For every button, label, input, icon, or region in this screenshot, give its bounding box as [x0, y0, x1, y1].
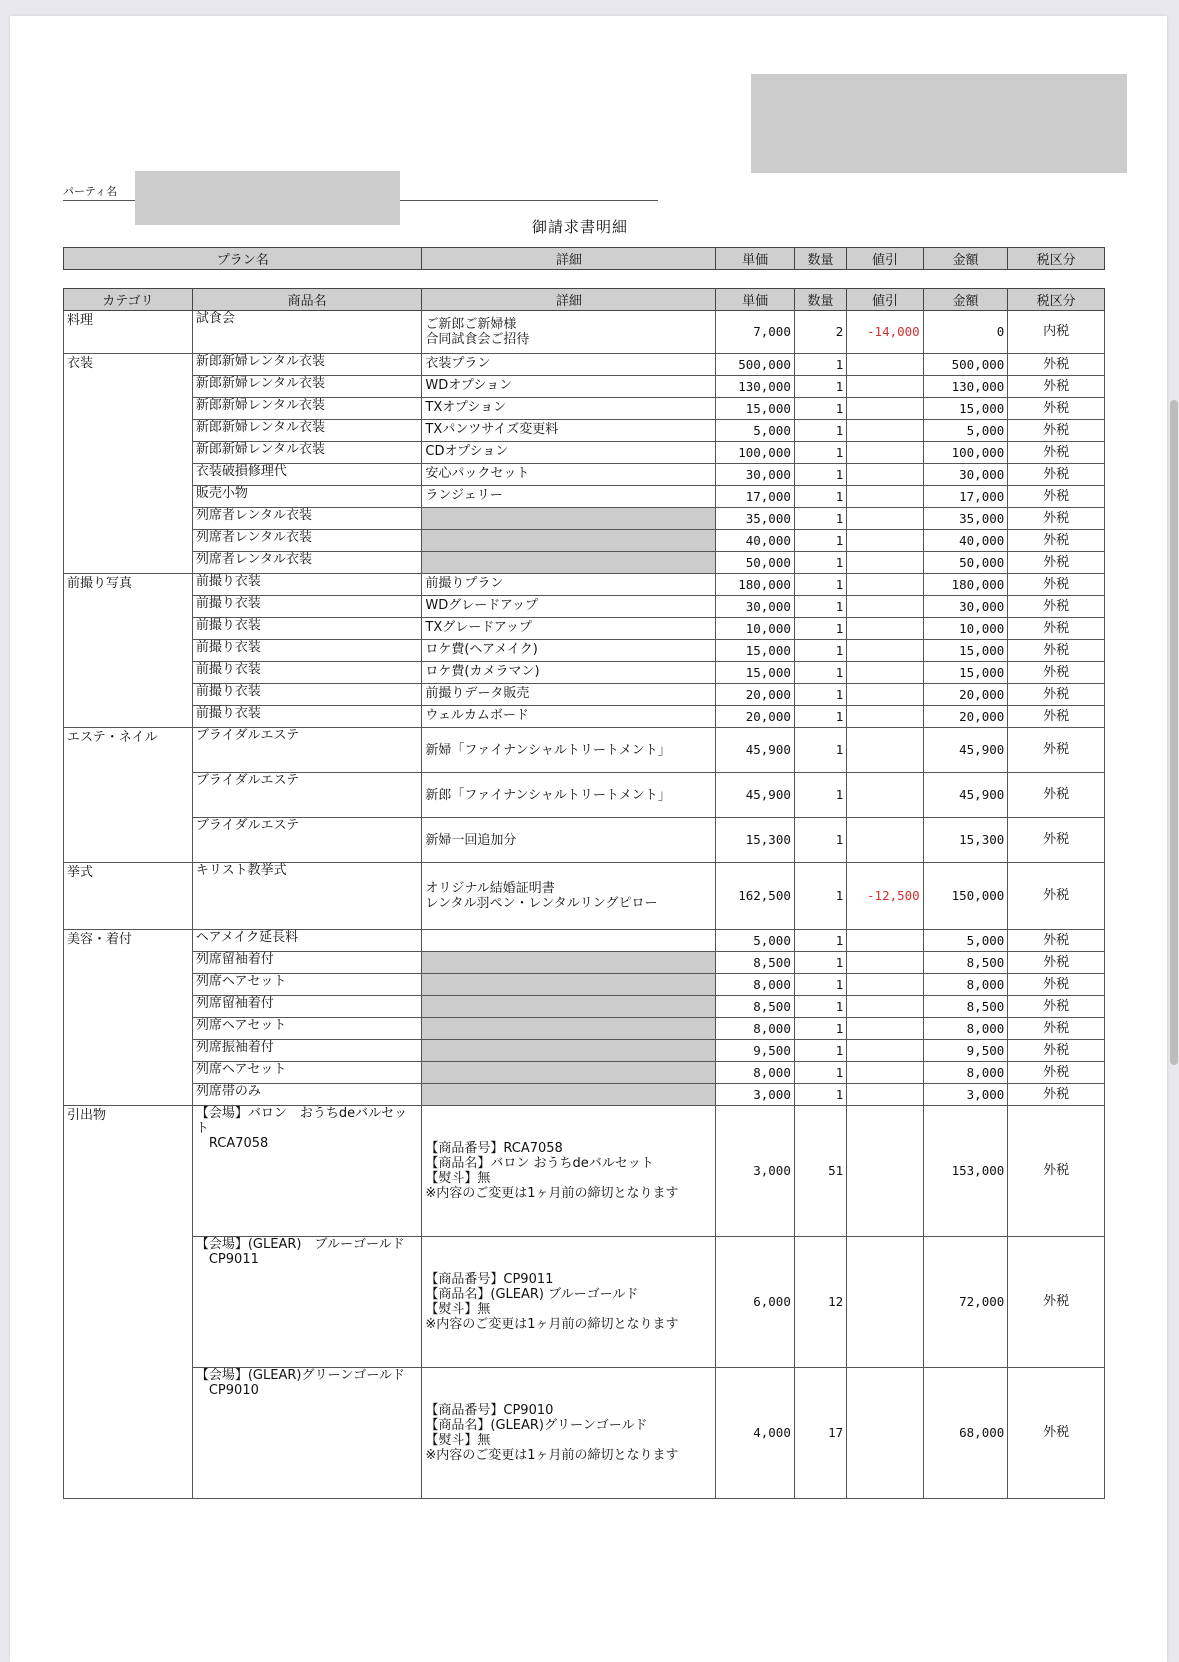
unit-price-cell: 500,000 [716, 354, 795, 376]
amount-cell: 20,000 [923, 684, 1008, 706]
discount-cell [847, 706, 924, 728]
unit-price-cell: 10,000 [716, 618, 795, 640]
product-name-cell: 列席留袖着付 [192, 996, 422, 1018]
tax-category-cell: 外税 [1008, 662, 1105, 684]
detail-cell: TXオプション [422, 398, 716, 420]
detail-cell: CDオプション [422, 442, 716, 464]
qty-cell: 1 [794, 1084, 846, 1106]
detail-cell [422, 930, 716, 952]
tax-category-cell: 外税 [1008, 818, 1105, 863]
detail-cell: ロケ費(カメラマン) [422, 662, 716, 684]
plan-header-unit-price: 単価 [716, 248, 795, 270]
product-name-cell: 【会場】(GLEAR) ブルーゴールド CP9011 [192, 1237, 422, 1368]
unit-price-cell: 5,000 [716, 930, 795, 952]
product-name-cell: 列席ヘアセット [192, 1018, 422, 1040]
discount-cell [847, 508, 924, 530]
amount-cell: 30,000 [923, 464, 1008, 486]
detail-cell: TXパンツサイズ変更料 [422, 420, 716, 442]
discount-cell [847, 773, 924, 818]
unit-price-cell: 15,300 [716, 818, 795, 863]
amount-cell: 40,000 [923, 530, 1008, 552]
category-cell: 衣装 [64, 354, 193, 574]
amount-cell: 8,000 [923, 1018, 1008, 1040]
qty-cell: 1 [794, 952, 846, 974]
product-name-cell: ブライダルエステ [192, 773, 422, 818]
product-name-cell: 列席振袖着付 [192, 1040, 422, 1062]
discount-cell [847, 662, 924, 684]
detail-cell: ロケ費(ヘアメイク) [422, 640, 716, 662]
amount-cell: 72,000 [923, 1237, 1008, 1368]
discount-cell [847, 552, 924, 574]
tax-category-cell: 外税 [1008, 398, 1105, 420]
product-name-cell: 前撮り衣装 [192, 640, 422, 662]
table-row [64, 1368, 1105, 1499]
discount-cell [847, 596, 924, 618]
amount-cell: 15,000 [923, 398, 1008, 420]
plan-header-qty: 数量 [794, 248, 846, 270]
discount-cell [847, 974, 924, 996]
discount-cell [847, 376, 924, 398]
qty-cell: 1 [794, 376, 846, 398]
qty-cell: 1 [794, 596, 846, 618]
detail-cell: 新婦「ファイナンシャルトリートメント」 [422, 728, 716, 773]
tax-category-cell: 外税 [1008, 640, 1105, 662]
tax-category-cell: 外税 [1008, 1018, 1105, 1040]
table-row [64, 596, 1105, 618]
amount-cell: 3,000 [923, 1084, 1008, 1106]
tax-category-cell: 外税 [1008, 530, 1105, 552]
amount-cell: 50,000 [923, 552, 1008, 574]
qty-cell: 1 [794, 464, 846, 486]
amount-cell: 130,000 [923, 376, 1008, 398]
category-cell: エステ・ネイル [64, 728, 193, 863]
product-name-cell: 新郎新婦レンタル衣装 [192, 376, 422, 398]
redacted-detail-cell [422, 1040, 716, 1062]
discount-cell [847, 818, 924, 863]
redacted-detail-cell [422, 552, 716, 574]
amount-cell: 35,000 [923, 508, 1008, 530]
unit-price-cell: 8,000 [716, 1018, 795, 1040]
unit-price-cell: 130,000 [716, 376, 795, 398]
amount-cell: 15,000 [923, 640, 1008, 662]
unit-price-cell: 162,500 [716, 863, 795, 930]
amount-cell: 5,000 [923, 930, 1008, 952]
table-row [64, 420, 1105, 442]
product-name-cell: 前撮り衣装 [192, 662, 422, 684]
product-name-cell: 販売小物 [192, 486, 422, 508]
product-name-cell: 【会場】(GLEAR)グリーンゴールド CP9010 [192, 1368, 422, 1499]
amount-cell: 45,900 [923, 728, 1008, 773]
discount-cell [847, 420, 924, 442]
qty-cell: 1 [794, 662, 846, 684]
product-name-cell: ブライダルエステ [192, 728, 422, 773]
discount-cell: -12,500 [847, 863, 924, 930]
qty-cell: 1 [794, 574, 846, 596]
discount-cell [847, 354, 924, 376]
invoice-detail-table [63, 288, 1105, 1499]
discount-cell [847, 464, 924, 486]
amount-cell: 68,000 [923, 1368, 1008, 1499]
qty-cell: 1 [794, 930, 846, 952]
table-row [64, 1084, 1105, 1106]
discount-cell: -14,000 [847, 311, 924, 354]
unit-price-cell: 6,000 [716, 1237, 795, 1368]
amount-cell: 17,000 [923, 486, 1008, 508]
plan-header-table [63, 247, 1105, 270]
product-name-cell: キリスト教挙式 [192, 863, 422, 930]
table-row [64, 818, 1105, 863]
discount-cell [847, 952, 924, 974]
unit-price-cell: 35,000 [716, 508, 795, 530]
tax-category-cell: 外税 [1008, 1040, 1105, 1062]
discount-cell [847, 618, 924, 640]
discount-cell [847, 684, 924, 706]
product-name-cell: 新郎新婦レンタル衣装 [192, 420, 422, 442]
unit-price-cell: 100,000 [716, 442, 795, 464]
detail-cell: オリジナル結婚証明書 レンタル羽ペン・レンタルリングピロー [422, 863, 716, 930]
product-name-cell: 新郎新婦レンタル衣装 [192, 398, 422, 420]
detail-cell: 安心パックセット [422, 464, 716, 486]
detail-cell: 衣装プラン [422, 354, 716, 376]
tax-category-cell: 外税 [1008, 863, 1105, 930]
tax-category-cell: 外税 [1008, 464, 1105, 486]
unit-price-cell: 15,000 [716, 662, 795, 684]
product-name-cell: 前撮り衣装 [192, 684, 422, 706]
unit-price-cell: 40,000 [716, 530, 795, 552]
product-name-cell: 新郎新婦レンタル衣装 [192, 442, 422, 464]
unit-price-cell: 30,000 [716, 596, 795, 618]
table-row [64, 530, 1105, 552]
tax-category-cell: 外税 [1008, 486, 1105, 508]
product-name-cell: 試食会 [192, 311, 422, 354]
discount-cell [847, 1237, 924, 1368]
product-name-cell: ブライダルエステ [192, 818, 422, 863]
discount-cell [847, 442, 924, 464]
table-row [64, 552, 1105, 574]
product-name-cell: 列席ヘアセット [192, 974, 422, 996]
table-row [64, 1018, 1105, 1040]
header-tax: 税区分 [1008, 289, 1105, 311]
amount-cell: 20,000 [923, 706, 1008, 728]
redacted-detail-cell [422, 1018, 716, 1040]
amount-cell: 500,000 [923, 354, 1008, 376]
amount-cell: 8,000 [923, 974, 1008, 996]
redacted-detail-cell [422, 974, 716, 996]
detail-cell: WDグレードアップ [422, 596, 716, 618]
unit-price-cell: 8,000 [716, 974, 795, 996]
detail-cell: ランジェリー [422, 486, 716, 508]
detail-cell: 前撮りプラン [422, 574, 716, 596]
discount-cell [847, 1040, 924, 1062]
table-row [64, 1040, 1105, 1062]
unit-price-cell: 20,000 [716, 706, 795, 728]
tax-category-cell: 外税 [1008, 684, 1105, 706]
header-qty: 数量 [794, 289, 846, 311]
tax-category-cell: 外税 [1008, 1062, 1105, 1084]
qty-cell: 1 [794, 684, 846, 706]
redacted-detail-cell [422, 952, 716, 974]
qty-cell: 17 [794, 1368, 846, 1499]
unit-price-cell: 4,000 [716, 1368, 795, 1499]
table-row [64, 974, 1105, 996]
qty-cell: 1 [794, 508, 846, 530]
tax-category-cell: 外税 [1008, 508, 1105, 530]
table-row [64, 706, 1105, 728]
redacted-block [751, 74, 1127, 173]
tax-category-cell: 外税 [1008, 706, 1105, 728]
product-name-cell: 前撮り衣装 [192, 596, 422, 618]
detail-cell: ご新郎ご新婦様 合同試食会ご招待 [422, 311, 716, 354]
header-unit-price: 単価 [716, 289, 795, 311]
qty-cell: 1 [794, 996, 846, 1018]
tax-category-cell: 外税 [1008, 974, 1105, 996]
product-name-cell: 列席留袖着付 [192, 952, 422, 974]
qty-cell: 12 [794, 1237, 846, 1368]
product-name-cell: 列席者レンタル衣装 [192, 530, 422, 552]
amount-cell: 45,900 [923, 773, 1008, 818]
qty-cell: 51 [794, 1106, 846, 1237]
tax-category-cell: 外税 [1008, 930, 1105, 952]
unit-price-cell: 3,000 [716, 1106, 795, 1237]
table-row [64, 574, 1105, 596]
plan-header-discount: 値引 [847, 248, 924, 270]
qty-cell: 2 [794, 311, 846, 354]
qty-cell: 1 [794, 530, 846, 552]
amount-cell: 15,000 [923, 662, 1008, 684]
party-name-label: パーティ名 [63, 185, 118, 198]
qty-cell: 1 [794, 706, 846, 728]
product-name-cell: 新郎新婦レンタル衣装 [192, 354, 422, 376]
header-discount: 値引 [847, 289, 924, 311]
table-row [64, 1237, 1105, 1368]
amount-cell: 10,000 [923, 618, 1008, 640]
plan-header-row [64, 248, 1105, 270]
tax-category-cell: 外税 [1008, 354, 1105, 376]
category-cell: 挙式 [64, 863, 193, 930]
unit-price-cell: 9,500 [716, 1040, 795, 1062]
tax-category-cell: 外税 [1008, 952, 1105, 974]
detail-cell: ウェルカムボード [422, 706, 716, 728]
amount-cell: 5,000 [923, 420, 1008, 442]
amount-cell: 150,000 [923, 863, 1008, 930]
discount-cell [847, 1018, 924, 1040]
plan-header-detail: 詳細 [422, 248, 716, 270]
amount-cell: 100,000 [923, 442, 1008, 464]
table-row [64, 640, 1105, 662]
discount-cell [847, 1368, 924, 1499]
category-cell: 料理 [64, 311, 193, 354]
unit-price-cell: 15,000 [716, 640, 795, 662]
redacted-detail-cell [422, 1084, 716, 1106]
tax-category-cell: 外税 [1008, 1084, 1105, 1106]
table-row [64, 773, 1105, 818]
unit-price-cell: 30,000 [716, 464, 795, 486]
header-category: カテゴリ [64, 289, 193, 311]
product-name-cell: 列席帯のみ [192, 1084, 422, 1106]
qty-cell: 1 [794, 863, 846, 930]
table-row [64, 1106, 1105, 1237]
discount-cell [847, 574, 924, 596]
tax-category-cell: 外税 [1008, 596, 1105, 618]
qty-cell: 1 [794, 728, 846, 773]
tax-category-cell: 内税 [1008, 311, 1105, 354]
tax-category-cell: 外税 [1008, 1106, 1105, 1237]
unit-price-cell: 45,900 [716, 728, 795, 773]
tax-category-cell: 外税 [1008, 773, 1105, 818]
unit-price-cell: 17,000 [716, 486, 795, 508]
qty-cell: 1 [794, 818, 846, 863]
detail-header-row [64, 289, 1105, 311]
unit-price-cell: 8,500 [716, 996, 795, 1018]
detail-cell: 前撮りデータ販売 [422, 684, 716, 706]
qty-cell: 1 [794, 442, 846, 464]
product-name-cell: 列席ヘアセット [192, 1062, 422, 1084]
redacted-party-name [135, 171, 400, 225]
table-row [64, 398, 1105, 420]
qty-cell: 1 [794, 354, 846, 376]
amount-cell: 15,300 [923, 818, 1008, 863]
amount-cell: 8,000 [923, 1062, 1008, 1084]
table-row [64, 354, 1105, 376]
tax-category-cell: 外税 [1008, 1368, 1105, 1499]
table-row [64, 684, 1105, 706]
discount-cell [847, 486, 924, 508]
vertical-scrollbar[interactable] [1170, 400, 1178, 1065]
tax-category-cell: 外税 [1008, 1237, 1105, 1368]
table-row [64, 486, 1105, 508]
discount-cell [847, 530, 924, 552]
tax-category-cell: 外税 [1008, 420, 1105, 442]
unit-price-cell: 180,000 [716, 574, 795, 596]
product-name-cell: 列席者レンタル衣装 [192, 508, 422, 530]
amount-cell: 30,000 [923, 596, 1008, 618]
detail-cell: TXグレードアップ [422, 618, 716, 640]
category-cell: 美容・着付 [64, 930, 193, 1106]
redacted-detail-cell [422, 530, 716, 552]
qty-cell: 1 [794, 974, 846, 996]
unit-price-cell: 15,000 [716, 398, 795, 420]
discount-cell [847, 640, 924, 662]
unit-price-cell: 50,000 [716, 552, 795, 574]
product-name-cell: ヘアメイク延長料 [192, 930, 422, 952]
product-name-cell: 前撮り衣装 [192, 706, 422, 728]
qty-cell: 1 [794, 486, 846, 508]
invoice-page [10, 16, 1167, 1662]
table-row [64, 442, 1105, 464]
table-row [64, 996, 1105, 1018]
table-row [64, 728, 1105, 773]
table-row [64, 952, 1105, 974]
detail-cell: 新婦一回追加分 [422, 818, 716, 863]
tax-category-cell: 外税 [1008, 996, 1105, 1018]
detail-body [64, 311, 1105, 1499]
product-name-cell: 前撮り衣装 [192, 618, 422, 640]
header-product-name: 商品名 [192, 289, 422, 311]
unit-price-cell: 7,000 [716, 311, 795, 354]
amount-cell: 153,000 [923, 1106, 1008, 1237]
header-detail: 詳細 [422, 289, 716, 311]
tax-category-cell: 外税 [1008, 376, 1105, 398]
category-cell: 前撮り写真 [64, 574, 193, 728]
table-row [64, 863, 1105, 930]
product-name-cell: 衣装破損修理代 [192, 464, 422, 486]
table-row [64, 618, 1105, 640]
amount-cell: 9,500 [923, 1040, 1008, 1062]
table-row [64, 662, 1105, 684]
product-name-cell: 【会場】バロン おうちdeバルセット RCA7058 [192, 1106, 422, 1237]
tax-category-cell: 外税 [1008, 574, 1105, 596]
qty-cell: 1 [794, 618, 846, 640]
detail-cell: 新郎「ファイナンシャルトリートメント」 [422, 773, 716, 818]
amount-cell: 180,000 [923, 574, 1008, 596]
plan-header-amount: 金額 [923, 248, 1008, 270]
tax-category-cell: 外税 [1008, 552, 1105, 574]
table-row [64, 508, 1105, 530]
table-row [64, 311, 1105, 354]
amount-cell: 8,500 [923, 952, 1008, 974]
plan-header-plan-name: プラン名 [64, 248, 422, 270]
unit-price-cell: 3,000 [716, 1084, 795, 1106]
category-cell: 引出物 [64, 1106, 193, 1499]
qty-cell: 1 [794, 552, 846, 574]
discount-cell [847, 1084, 924, 1106]
unit-price-cell: 8,000 [716, 1062, 795, 1084]
detail-cell: 【商品番号】CP9011 【商品名】(GLEAR) ブルーゴールド 【熨斗】無 ※内容のご変更は1ヶ月前の締切となります [422, 1237, 716, 1368]
discount-cell [847, 996, 924, 1018]
header-amount: 金額 [923, 289, 1008, 311]
discount-cell [847, 398, 924, 420]
qty-cell: 1 [794, 1018, 846, 1040]
redacted-detail-cell [422, 1062, 716, 1084]
product-name-cell: 前撮り衣装 [192, 574, 422, 596]
table-row [64, 464, 1105, 486]
qty-cell: 1 [794, 640, 846, 662]
amount-cell: 0 [923, 311, 1008, 354]
redacted-detail-cell [422, 508, 716, 530]
unit-price-cell: 5,000 [716, 420, 795, 442]
table-row [64, 930, 1105, 952]
discount-cell [847, 728, 924, 773]
tax-category-cell: 外税 [1008, 618, 1105, 640]
unit-price-cell: 20,000 [716, 684, 795, 706]
tax-category-cell: 外税 [1008, 728, 1105, 773]
qty-cell: 1 [794, 1040, 846, 1062]
qty-cell: 1 [794, 773, 846, 818]
unit-price-cell: 45,900 [716, 773, 795, 818]
discount-cell [847, 930, 924, 952]
detail-cell: 【商品番号】RCA7058 【商品名】バロン おうちdeバルセット 【熨斗】無 ※内容のご変更は1ヶ月前の締切となります [422, 1106, 716, 1237]
tax-category-cell: 外税 [1008, 442, 1105, 464]
document-title: 御請求書明細 [532, 218, 629, 236]
qty-cell: 1 [794, 1062, 846, 1084]
table-row [64, 1062, 1105, 1084]
detail-cell: WDオプション [422, 376, 716, 398]
unit-price-cell: 8,500 [716, 952, 795, 974]
discount-cell [847, 1106, 924, 1237]
discount-cell [847, 1062, 924, 1084]
qty-cell: 1 [794, 398, 846, 420]
qty-cell: 1 [794, 420, 846, 442]
plan-header-tax: 税区分 [1008, 248, 1105, 270]
amount-cell: 8,500 [923, 996, 1008, 1018]
table-row [64, 376, 1105, 398]
product-name-cell: 列席者レンタル衣装 [192, 552, 422, 574]
detail-cell: 【商品番号】CP9010 【商品名】(GLEAR)グリーンゴールド 【熨斗】無 ※内容のご変更は1ヶ月前の締切となります [422, 1368, 716, 1499]
redacted-detail-cell [422, 996, 716, 1018]
